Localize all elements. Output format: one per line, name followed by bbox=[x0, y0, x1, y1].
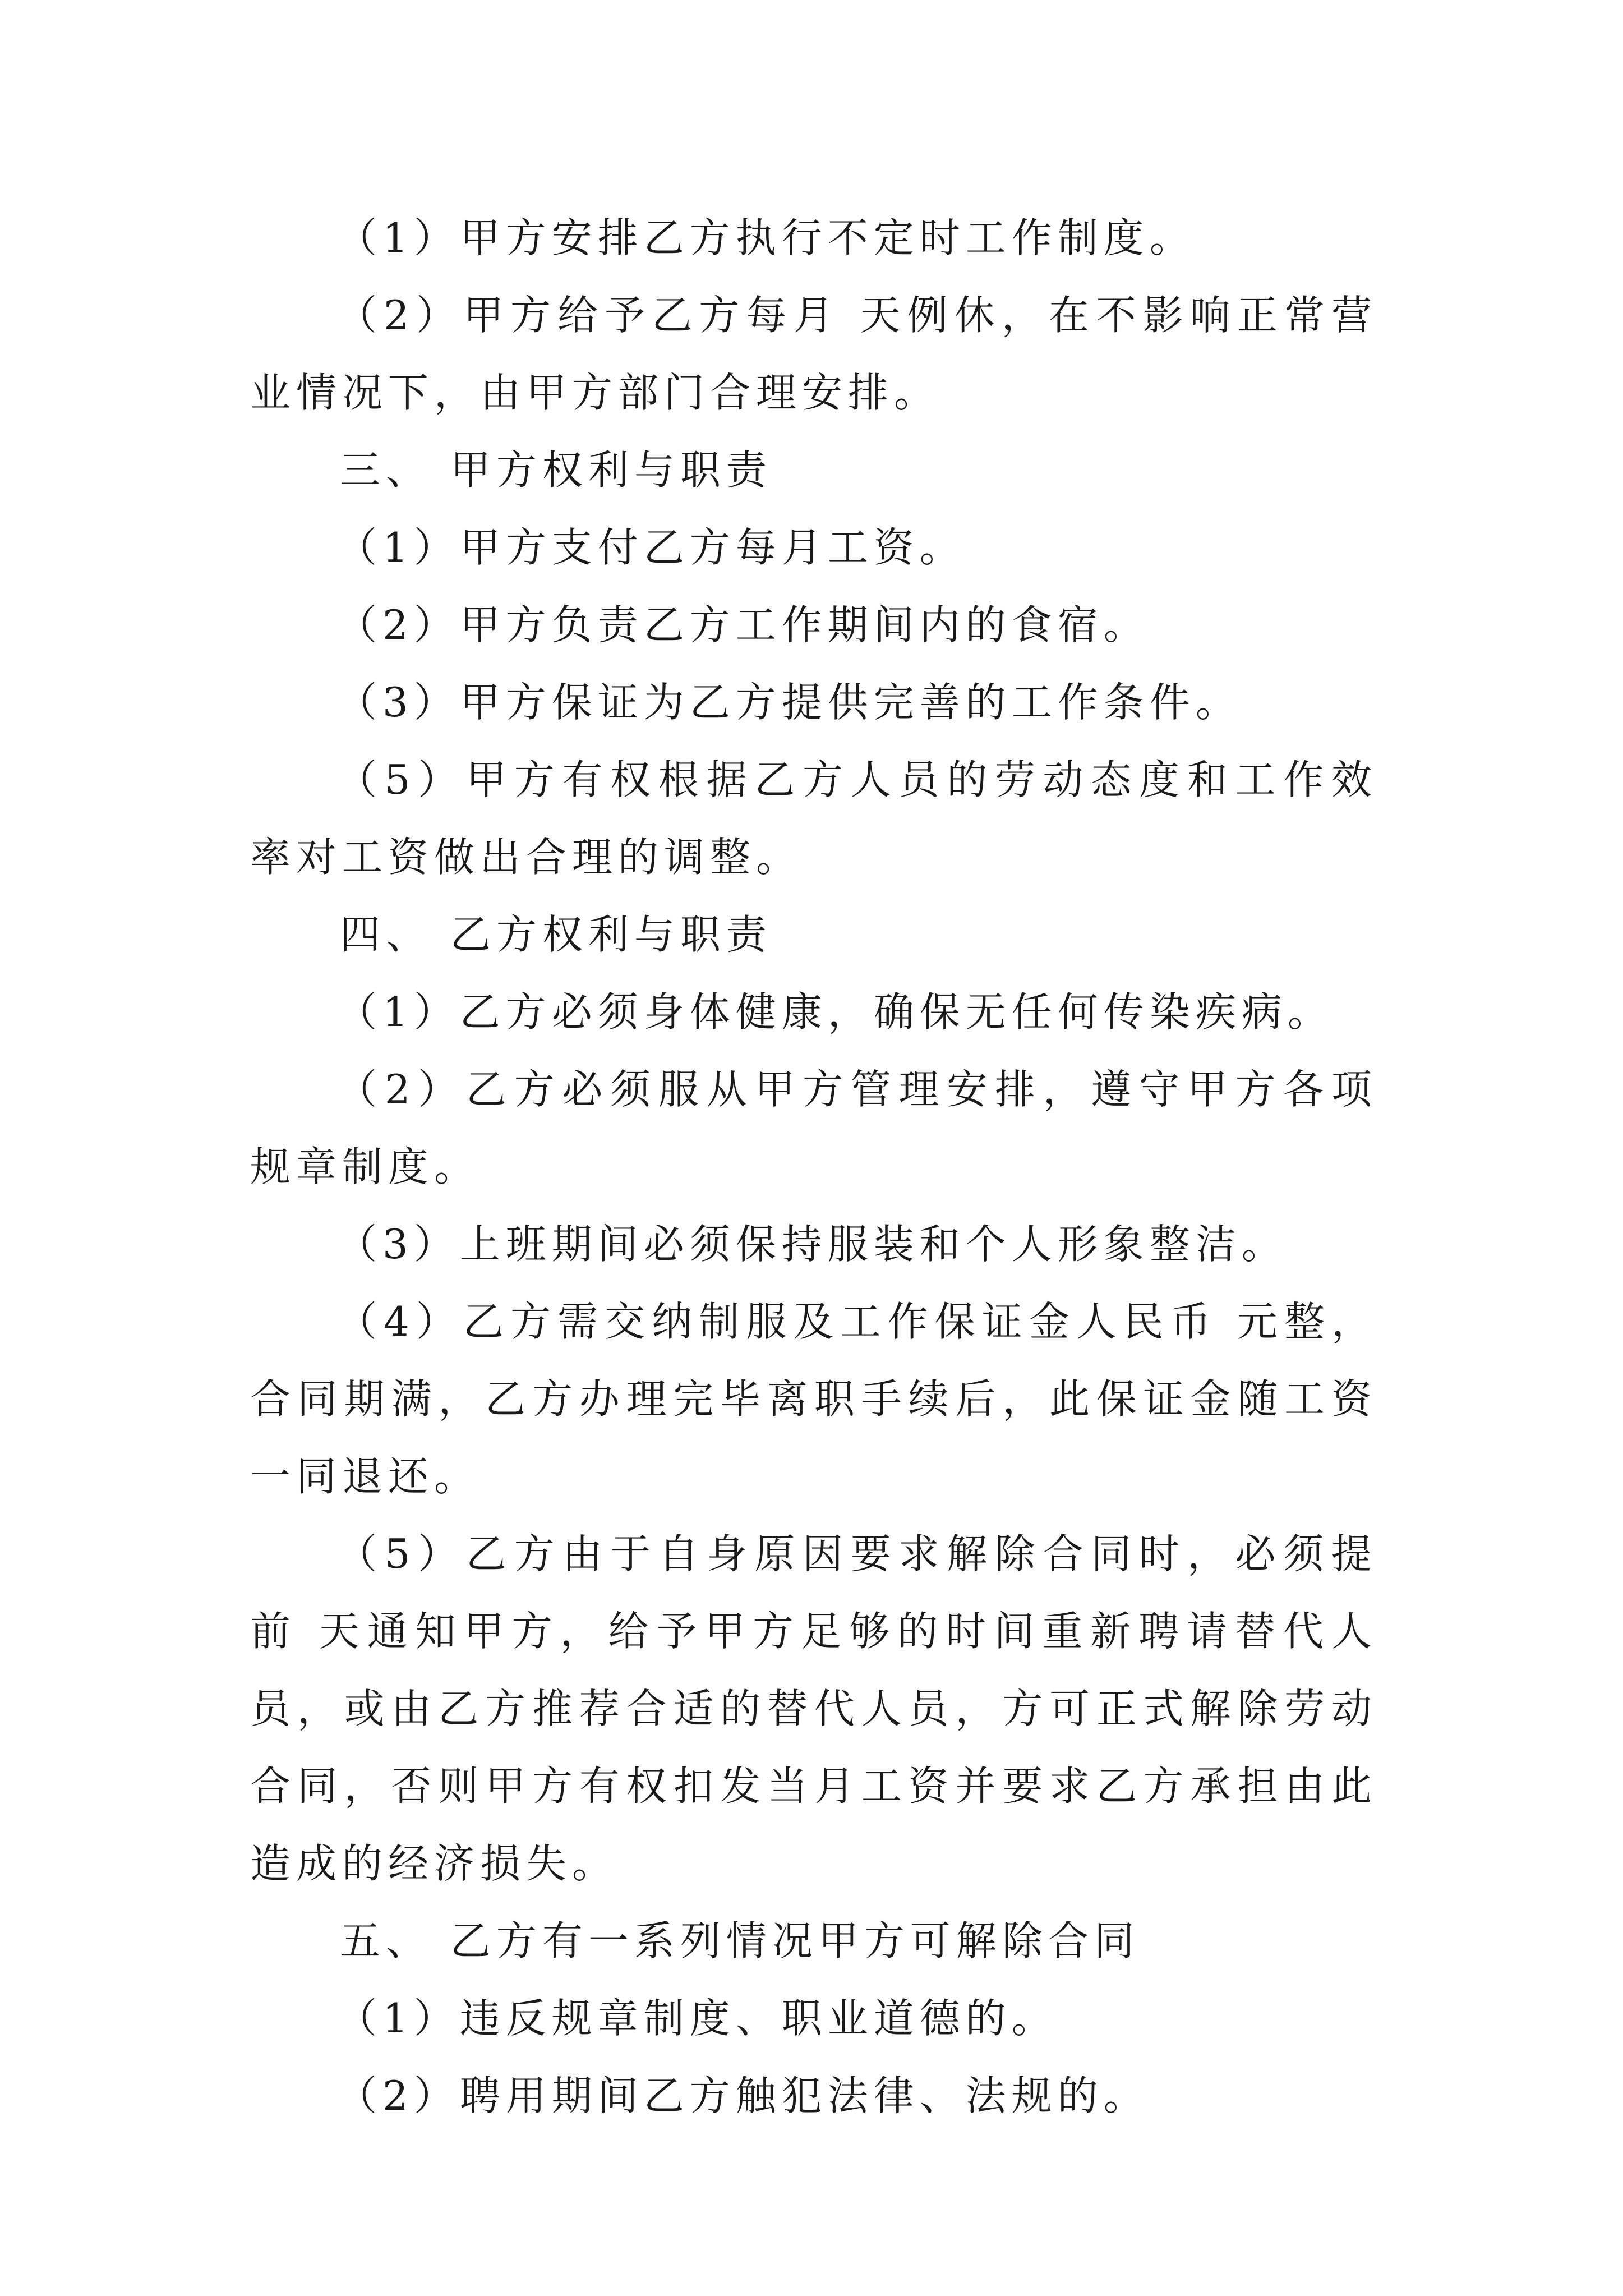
clause-4-4: （4）乙方需交纳制服及工作保证金人民币 元整，合同期满，乙方办理完毕离职手续后，此保证金随工资一同退还。 bbox=[250, 1298, 1377, 1500]
clause-3-1: （1）甲方支付乙方每月工资。 bbox=[336, 524, 966, 571]
section-4-heading: 四、 乙方权利与职责 bbox=[340, 911, 772, 958]
clause-4-1: （1）乙方必须身体健康，确保无任何传染疾病。 bbox=[336, 988, 1334, 1036]
clause-4-5: （5）乙方由于自身原因要求解除合同时，必须提前 天通知甲方，给予甲方足够的时间重新聘请替代人员，或由乙方推荐合适的替代人员，方可正式解除劳动合同，否则甲方有权扣发当月工资并要求乙方承担由此造成的经济损失。 bbox=[250, 1530, 1377, 1887]
clause-3-2: （2）甲方负责乙方工作期间内的食宿。 bbox=[336, 601, 1150, 648]
clause-5-2: （2）聘用期间乙方触犯法律、法规的。 bbox=[336, 2072, 1150, 2119]
clause-4-2: （2）乙方必须服从甲方管理安排，遵守甲方各项规章制度。 bbox=[250, 1066, 1377, 1190]
clause-4-3: （3）上班期间必须保持服装和个人形象整洁。 bbox=[336, 1221, 1288, 1268]
clause-5-1: （1）违反规章制度、职业道德的。 bbox=[336, 1995, 1058, 2042]
clause-3-3: （3）甲方保证为乙方提供完善的工作条件。 bbox=[336, 679, 1242, 726]
clause-2-2: （2）甲方给予乙方每月 天例休，在不影响正常营业情况下，由甲方部门合理安排。 bbox=[250, 292, 1377, 416]
section-3-heading: 三、 甲方权利与职责 bbox=[340, 447, 772, 494]
clause-3-5: （5）甲方有权根据乙方人员的劳动态度和工作效率对工资做出合理的调整。 bbox=[250, 756, 1377, 881]
clause-2-1: （1）甲方安排乙方执行不定时工作制度。 bbox=[336, 214, 1196, 261]
section-5-heading: 五、 乙方有一系列情况甲方可解除合同 bbox=[340, 1917, 1140, 1964]
contract-body bbox=[250, 199, 1377, 2134]
